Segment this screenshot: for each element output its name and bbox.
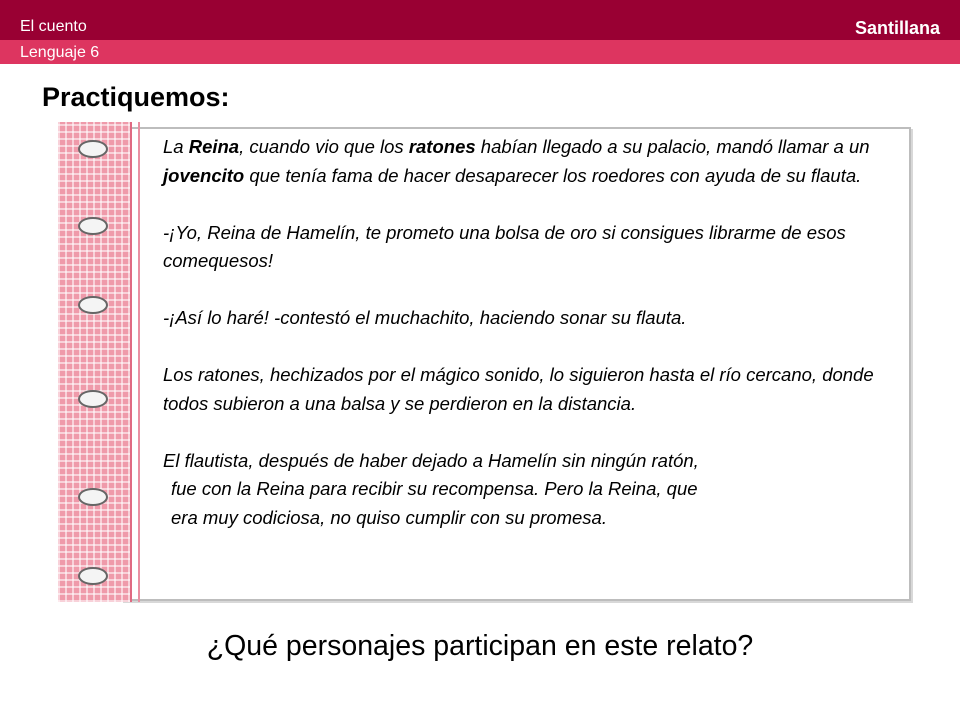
spiral-ring-icon [78,488,108,506]
page-title: Practiquemos: [42,82,230,112]
course-label: El cuento [20,18,87,35]
story-paragraph-3: -¡Así lo haré! -contestó el muchachito, haciendo sonar su flauta. [163,307,687,328]
story-paragraph-1: La Reina, cuando vio que los ratones habían llegado a su palacio, mandó llamar a un jovencito que tenía fama de hacer desaparecer los roedores con ayuda de su flauta. [163,136,870,186]
spine-divider [138,122,140,602]
header-band [0,40,960,64]
spiral-ring-icon [78,390,108,408]
story-paragraph-4: Los ratones, hechizados por el mágico sonido, lo siguieron hasta el río cercano, donde todos subieron a una balsa y se perdieron en la distancia. [163,364,874,414]
keyword-ratones: ratones [408,136,476,157]
keyword-jovencito: jovencito [163,164,245,186]
spiral-ring-icon [78,217,108,235]
spiral-ring-icon [78,140,108,158]
keyword-reina: Reina [188,136,240,157]
question-prompt: ¿Qué personajes participan en este relato? [206,630,754,662]
brand-logo: Santillana [854,18,940,38]
spiral-ring-icon [78,567,108,585]
story-paragraph-5: El flautista, después de haber dejado a Hamelín sin ningún ratón, fue con la Reina para recibir su recompensa. Pero la Reina, que era muy codiciosa, no quiso cumplir con su promesa. [163,449,699,528]
header-bar [0,0,960,40]
grade-label: Lenguaje 6 [20,44,100,61]
story-text [163,133,883,532]
notebook-spine [58,122,132,602]
story-paragraph-2: -¡Yo, Reina de Hamelín, te prometo una bolsa de oro si consigues librarme de esos comequesos! [163,221,846,271]
spiral-ring-icon [78,296,108,314]
